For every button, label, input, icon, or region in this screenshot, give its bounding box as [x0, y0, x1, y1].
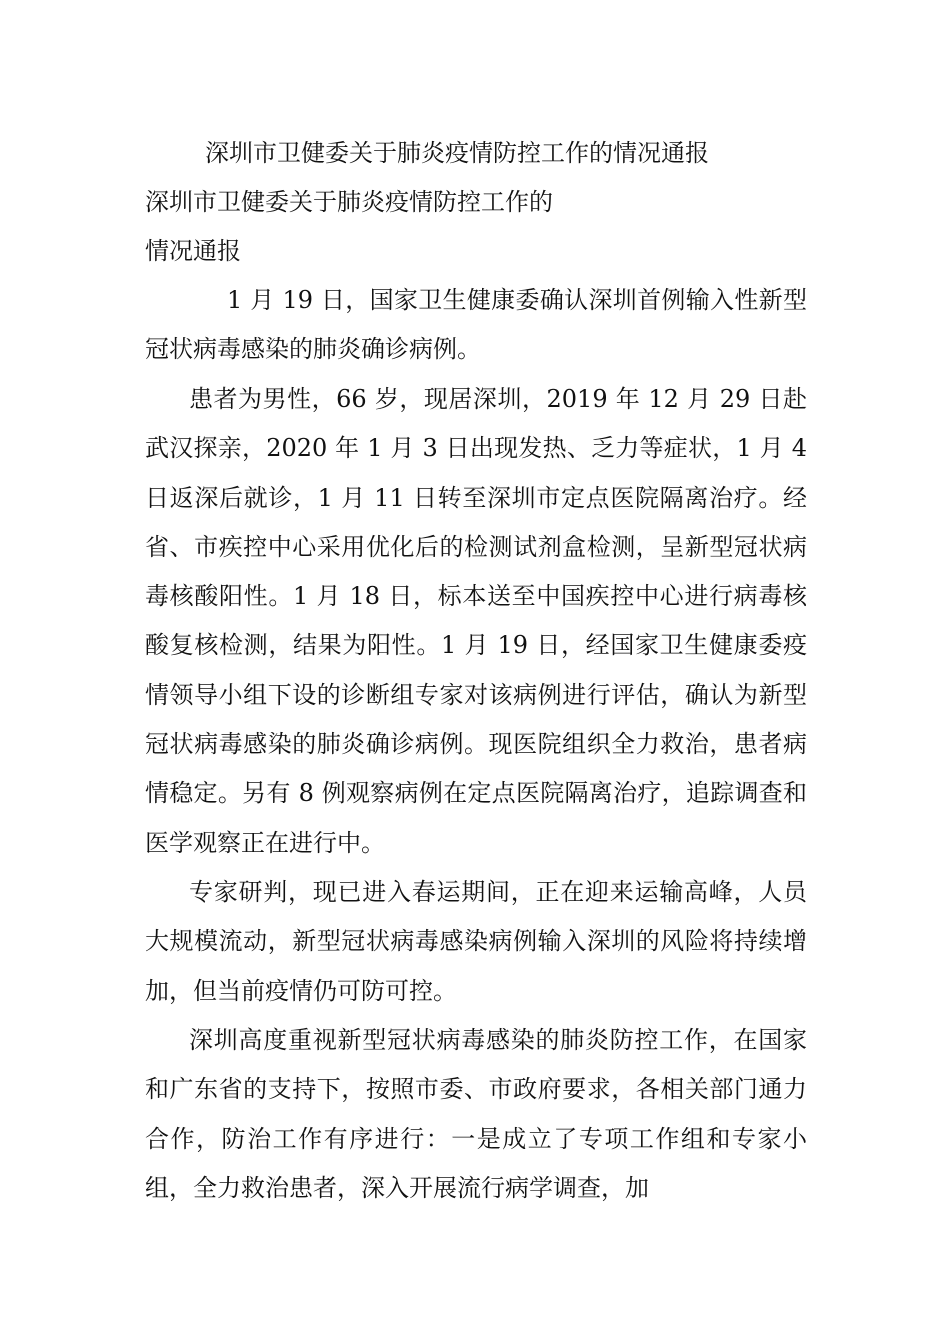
paragraph-first-case: 1 月 19 日，国家卫生健康委确认深圳首例输入性新型冠状病毒感染的肺炎确诊病例。	[145, 286, 807, 364]
paragraph-prevention-work: 深圳高度重视新型冠状病毒感染的肺炎防控工作，在国家和广东省的支持下，按照市委、市政府要求，各相关部门通力合作，防治工作有序进行：一是成立了专项工作组和专家小组，全力救治患者，深入开展流行病学调查，加	[145, 1026, 807, 1202]
subtitle-line-2: 情况通报	[145, 237, 241, 265]
document-title: 深圳市卫健委关于肺炎疫情防控工作的情况通报	[205, 139, 709, 167]
paragraph-expert-assessment: 专家研判，现已进入春运期间，正在迎来运输高峰，人员大规模流动，新型冠状病毒感染病例输入深圳的风险将持续增加，但当前疫情仍可防可控。	[145, 878, 807, 1005]
paragraph-patient-details: 患者为男性，66 岁，现居深圳，2019 年 12 月 29 日赴武汉探亲，2020 年 1 月 3 日出现发热、乏力等症状，1 月 4 日返深后就诊，1 月 11 日转至深圳市定点医院隔离治疗。经省、市疾控中心采用优化后的检测试剂盒检测，呈新型冠状病毒核酸阳性。1 月 18 日，标本送至中国疾控中心进行病毒核酸复核检测，结果为阳性。1 月 19 日，经国家卫生健康委疫情领导小组下设的诊断组专家对该病例进行评估，确认为新型冠状病毒感染的肺炎确诊病例。现医院组织全力救治，患者病情稳定。另有 8 例观察病例在定点医院隔离治疗，追踪调查和医学观察正在进行中。	[145, 385, 807, 857]
subtitle-line-1: 深圳市卫健委关于肺炎疫情防控工作的	[145, 188, 553, 216]
